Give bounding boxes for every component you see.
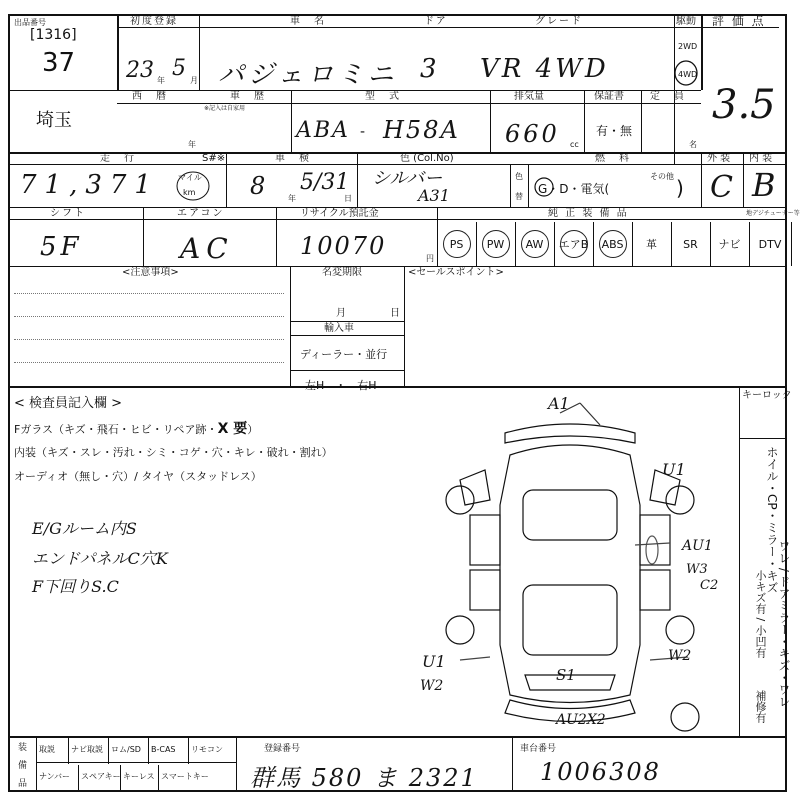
grade: VR 4WD — [480, 54, 609, 84]
lot-sub-number: 37 — [42, 48, 76, 78]
footer-item: キーレス — [123, 772, 155, 781]
color: シルバー — [372, 168, 443, 189]
equipment-label: エアB — [558, 238, 589, 251]
equipment-0 — [437, 222, 477, 266]
equipment-circle — [443, 230, 471, 258]
mark-w2-right: W2 — [668, 648, 692, 664]
equipment-label: ナビ — [718, 238, 741, 251]
inspector-line-glass: Fガラス（キズ・飛石・ヒビ・リペア跡・X 要） — [14, 421, 259, 437]
side-legend-1: ホイル・CP・ミラー・キズ — [765, 446, 779, 594]
recycle-deposit: 10070 — [300, 232, 387, 260]
plate-number: 群馬 580 ま 2321 — [250, 764, 478, 792]
drive-label: 駆動 — [676, 16, 696, 27]
equipment-circle — [482, 230, 510, 258]
displacement: 660 — [505, 120, 560, 148]
drive-4wd: 4WD — [678, 70, 698, 79]
inspector-note-2: エンドパネルC穴K — [32, 549, 168, 568]
equipment-label: AW — [525, 237, 544, 251]
warranty: 有・無 — [596, 124, 633, 138]
footer-item: ナンバー — [39, 772, 71, 781]
equipment-circle — [599, 230, 627, 258]
footer-item: ロム/SD — [111, 745, 141, 754]
lot-number: [1316] — [30, 27, 77, 43]
equipment-label: PS — [449, 237, 464, 251]
equipment-4 — [593, 222, 633, 266]
mark-w3: W3 — [686, 562, 708, 577]
inspection-year: 8 — [250, 172, 266, 200]
side-legend-4: 補修有 — [754, 690, 767, 723]
mark-au1: AU1 — [682, 538, 713, 554]
side-legend-3: 小キズ有 / 小凹有 — [754, 570, 767, 658]
equipment-8 — [749, 222, 792, 266]
car-name-label: 車 名 — [290, 16, 326, 27]
mark-a1: A1 — [548, 394, 570, 413]
mileage: 71,371 — [20, 170, 159, 200]
region: 埼玉 — [36, 110, 72, 131]
exterior-grade: C — [710, 170, 733, 205]
shift: 5F — [40, 232, 83, 262]
car-damage-diagram — [430, 395, 730, 740]
inspector-line-interior: 内装（キズ・スレ・汚れ・シミ・コゲ・穴・キレ・破れ・割れ） — [14, 446, 333, 459]
fuel-options: G・D・電気( — [538, 182, 610, 196]
grade-label: グレード — [535, 16, 583, 27]
equipment-1 — [476, 222, 516, 266]
inspector-line-audio: オーディオ（無し・穴）/ タイヤ（スタッドレス） — [14, 470, 262, 483]
footer-item: B-CAS — [151, 745, 176, 754]
equipment-label: SR — [683, 237, 698, 251]
inspector-title: < 検査員記入欄 > — [14, 396, 123, 411]
lot-label: 出品番号 — [14, 18, 46, 27]
doors: 3 — [420, 54, 437, 84]
car-name: パジェロミニ — [218, 60, 398, 90]
inspection-date: 5/31 — [300, 170, 350, 195]
drive-4wd-circle — [672, 58, 702, 88]
inspector-note-1: E/Gルーム内S — [32, 519, 137, 538]
equipment-circle — [560, 230, 588, 258]
side-legend-2: ワレ / ドアミラー・キズ・ワレ — [777, 540, 791, 708]
mark-s1: S1 — [556, 666, 576, 684]
equipment-6 — [671, 222, 711, 266]
equipment-5 — [632, 222, 672, 266]
equipment-3 — [554, 222, 594, 266]
mark-u1-top: U1 — [662, 460, 686, 479]
air-conditioner: AC — [180, 232, 234, 265]
color-number: A31 — [418, 186, 450, 205]
equipment-circle — [521, 230, 549, 258]
mark-w2-left: W2 — [420, 678, 444, 694]
model-code: H58A — [383, 116, 460, 144]
mark-au2: AU2X2 — [556, 712, 606, 728]
interior-grade: B — [752, 166, 776, 204]
first-registration-label: 初度登録 — [130, 16, 178, 27]
model-prefix: ABA — [296, 118, 350, 143]
drive-2wd: 2WD — [678, 42, 698, 51]
equipment-label: DTV — [758, 237, 782, 251]
score: 3.5 — [712, 82, 776, 128]
footer-item: リモコン — [191, 745, 223, 754]
first-reg-year: 23 — [126, 58, 154, 83]
footer-item: スマートキー — [161, 772, 209, 781]
equipment-7 — [710, 222, 750, 266]
first-reg-month: 5 — [172, 56, 186, 81]
equipment-label: ABS — [601, 237, 624, 251]
door-label: ドア — [424, 16, 448, 27]
equipment-label: PW — [486, 237, 505, 251]
footer-item: スペアキー — [81, 772, 121, 781]
chassis-number: 1006308 — [540, 758, 661, 786]
mark-u1-left: U1 — [422, 652, 446, 671]
inspector-note-3: F下回りS.C — [32, 577, 119, 596]
score-label: 評 価 点 — [712, 14, 766, 28]
equipment-label: 革 — [646, 238, 657, 251]
equipment-2 — [515, 222, 555, 266]
footer-item: 取説 — [39, 745, 55, 754]
mark-c2: C2 — [700, 578, 719, 593]
footer-item: ナビ取説 — [71, 745, 103, 754]
